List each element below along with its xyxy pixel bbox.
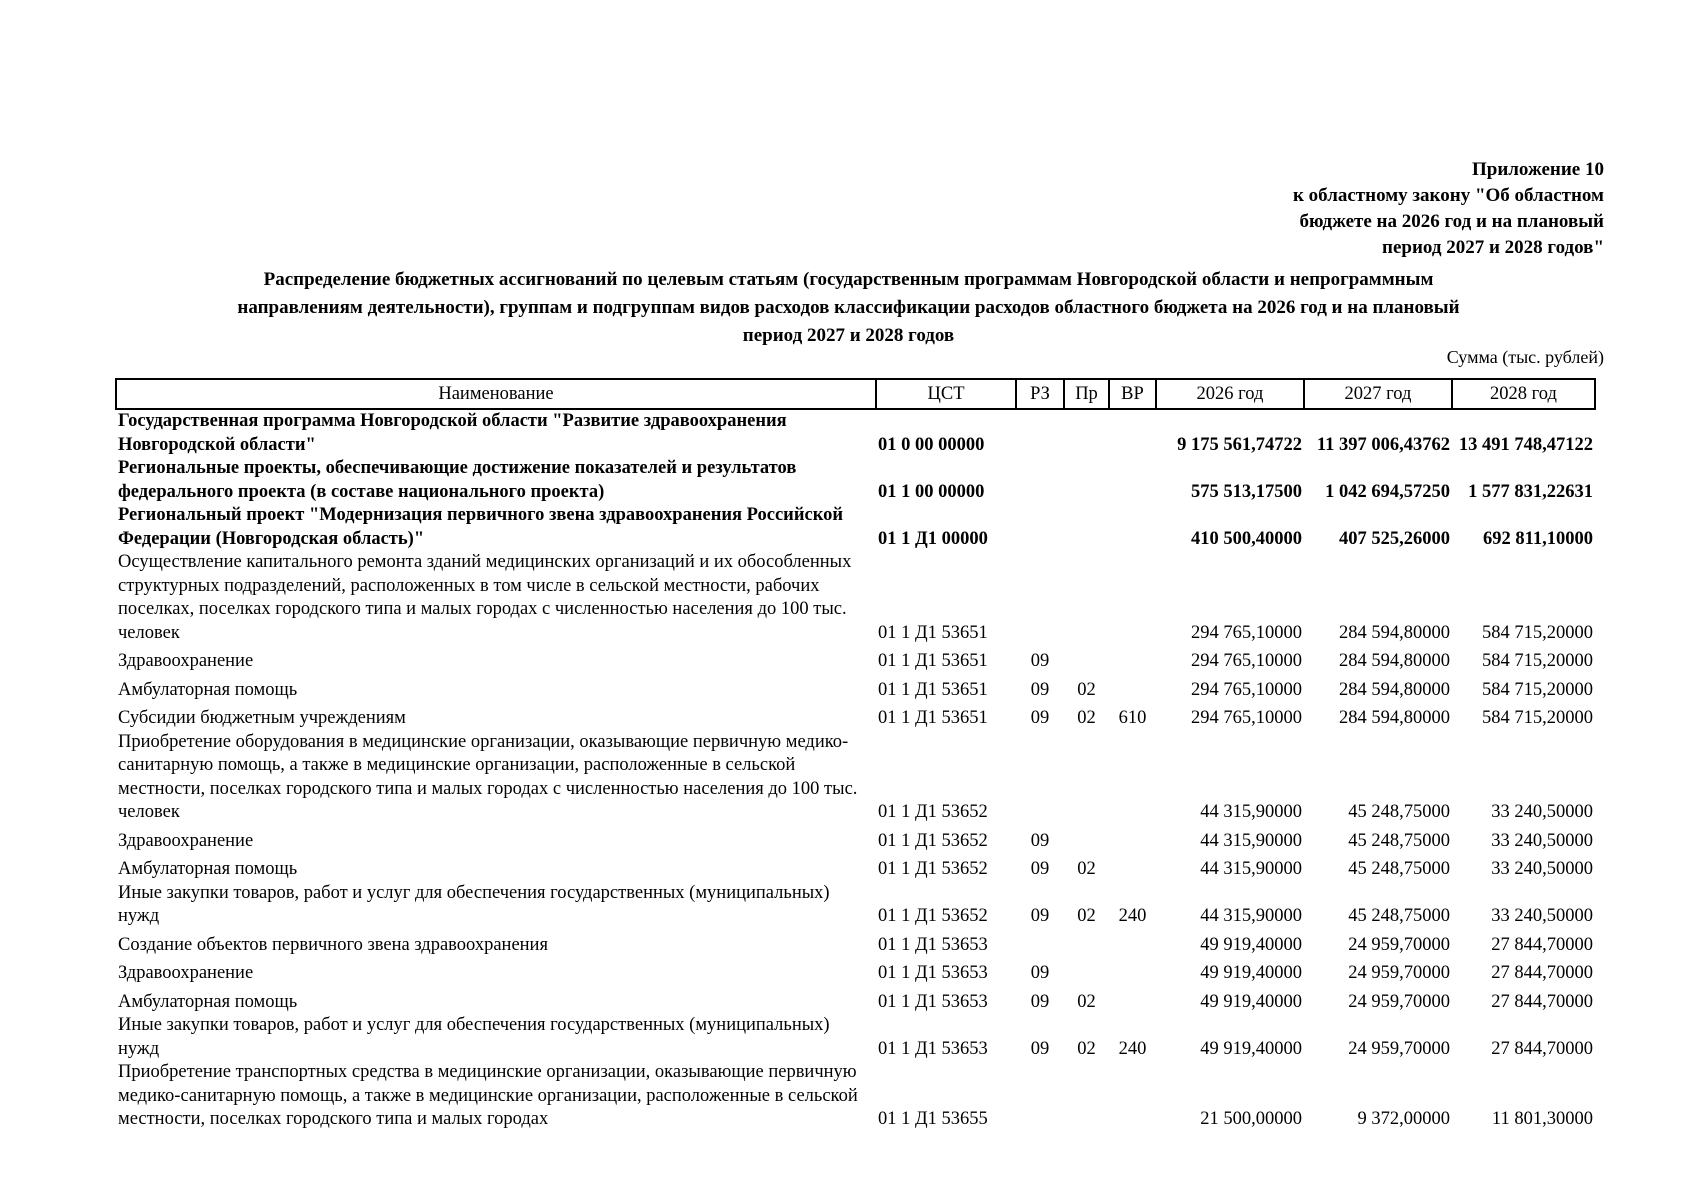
row-name: Региональный проект "Модернизация первичного звена здравоохранения Российской Федерации (Новгородская область)" <box>118 505 844 549</box>
row-pr <box>1064 929 1109 958</box>
row-rz <box>1016 1061 1064 1132</box>
row-name: Осуществление капитального ремонта зданий медицинских организаций и их обособленных структурных подразделений, расположенных в том числе в сельской местности, рабочих поселках, поселках городского типа и малых городах с численностью населения до 100 тыс. человек <box>118 552 852 643</box>
row-cst: 01 1 Д1 53653 <box>878 991 988 1012</box>
row-pr: 02 <box>1077 1038 1096 1059</box>
row-vr <box>1109 674 1156 703</box>
row-vr: 610 <box>1118 708 1147 728</box>
title-line-3: период 2027 и 2028 годов <box>742 325 955 346</box>
row-pr: 02 <box>1077 859 1096 879</box>
row-name: Здравоохранение <box>118 963 254 983</box>
row-rz: 09 <box>1030 906 1050 926</box>
appendix-header <box>1204 157 1604 261</box>
row-cst: 01 1 Д1 53651 <box>878 679 988 700</box>
row-2026: 294 765,10000 <box>1191 622 1302 643</box>
budget-table <box>115 378 1596 1132</box>
row-cst: 01 1 Д1 00000 <box>878 528 988 549</box>
appendix-law-line: к областному закону "Об областном <box>1292 185 1604 206</box>
row-2026: 21 500,00000 <box>1200 1109 1302 1129</box>
row-name: Субсидии бюджетным учреждениям <box>118 708 406 728</box>
row-vr <box>1109 957 1156 986</box>
row-pr: 02 <box>1077 991 1096 1012</box>
table-row <box>116 929 1595 958</box>
row-2028: 27 844,70000 <box>1491 963 1593 983</box>
row-2027: 284 594,80000 <box>1339 679 1450 700</box>
row-rz: 09 <box>1030 708 1050 728</box>
row-cst: 01 1 Д1 53652 <box>878 906 988 926</box>
row-rz: 09 <box>1030 991 1050 1012</box>
row-name: Здравоохранение <box>118 830 254 851</box>
appendix-number: Приложение 10 <box>1471 159 1604 180</box>
row-name: Иные закупки товаров, работ и услуг для обеспечения государственных (муниципальных) нужд <box>118 1015 830 1059</box>
row-pr: 02 <box>1077 679 1096 700</box>
row-vr <box>1109 731 1156 825</box>
row-vr <box>1109 504 1156 551</box>
header-rz: РЗ <box>1016 379 1064 409</box>
row-vr <box>1109 457 1156 504</box>
row-2027: 407 525,26000 <box>1339 528 1450 549</box>
row-name: Амбулаторная помощь <box>118 679 298 700</box>
row-2026: 294 765,10000 <box>1191 651 1302 671</box>
row-2027: 24 959,70000 <box>1348 963 1450 983</box>
row-2026: 410 500,40000 <box>1191 528 1302 549</box>
row-2028: 27 844,70000 <box>1491 1038 1593 1059</box>
row-2028: 33 240,50000 <box>1491 906 1593 926</box>
row-rz <box>1016 731 1064 825</box>
table-row <box>116 1061 1595 1132</box>
row-2027: 45 248,75000 <box>1348 802 1450 822</box>
row-name: Государственная программа Новгородской области "Развитие здравоохранения Новгородской области" <box>118 411 787 455</box>
table-row <box>116 853 1595 882</box>
table-row <box>116 645 1595 674</box>
row-cst: 01 1 Д1 53652 <box>878 830 988 851</box>
header-2028: 2028 год <box>1452 379 1595 409</box>
row-2026: 44 315,90000 <box>1200 906 1302 926</box>
row-vr: 240 <box>1118 906 1147 926</box>
row-name: Амбулаторная помощь <box>118 991 298 1012</box>
row-2026: 44 315,90000 <box>1200 830 1302 851</box>
row-pr <box>1064 957 1109 986</box>
table-row <box>116 1014 1595 1061</box>
row-rz: 09 <box>1030 963 1050 983</box>
table-row <box>116 457 1595 504</box>
row-pr <box>1064 504 1109 551</box>
row-2027: 24 959,70000 <box>1348 991 1450 1012</box>
row-2028: 692 811,10000 <box>1483 528 1593 549</box>
header-vr: ВР <box>1109 379 1156 409</box>
table-row <box>116 882 1595 929</box>
row-2026: 49 919,40000 <box>1200 1038 1302 1059</box>
table-row <box>116 674 1595 703</box>
row-2027: 24 959,70000 <box>1348 934 1450 955</box>
row-2026: 294 765,10000 <box>1191 708 1302 728</box>
row-cst: 01 1 Д1 53651 <box>878 622 988 643</box>
row-pr: 02 <box>1077 708 1096 728</box>
row-2027: 45 248,75000 <box>1348 859 1450 879</box>
row-2027: 284 594,80000 <box>1339 622 1450 643</box>
row-cst: 01 1 Д1 53652 <box>878 859 988 879</box>
row-cst: 01 1 Д1 53651 <box>878 651 988 671</box>
header-cst: ЦСТ <box>876 379 1016 409</box>
row-cst: 01 1 00 00000 <box>878 481 985 502</box>
row-2027: 9 372,00000 <box>1357 1109 1450 1129</box>
row-2028: 13 491 748,47122 <box>1458 434 1593 455</box>
row-2028: 27 844,70000 <box>1491 934 1593 955</box>
row-rz <box>1016 929 1064 958</box>
row-vr <box>1109 853 1156 882</box>
row-2026: 49 919,40000 <box>1200 991 1302 1012</box>
row-cst: 01 1 Д1 53652 <box>878 802 988 822</box>
row-pr <box>1064 551 1109 645</box>
row-2027: 45 248,75000 <box>1348 906 1450 926</box>
row-pr <box>1064 825 1109 854</box>
row-2027: 45 248,75000 <box>1348 830 1450 851</box>
row-2028: 27 844,70000 <box>1491 991 1593 1012</box>
title-line-1: Распределение бюджетных ассигнований по целевым статьям (государственным программам Новгородской области и непрограммным <box>263 269 1434 290</box>
row-vr <box>1109 551 1156 645</box>
row-vr: 240 <box>1118 1038 1147 1059</box>
row-vr <box>1109 825 1156 854</box>
row-2026: 44 315,90000 <box>1200 802 1302 822</box>
row-2027: 11 397 006,43762 <box>1316 434 1450 455</box>
table-row <box>116 702 1595 731</box>
row-rz: 09 <box>1030 830 1050 851</box>
row-cst: 01 1 Д1 53653 <box>878 1038 988 1059</box>
row-name: Региональные проекты, обеспечивающие достижение показателей и результатов федерального проекта (в составе национального проекта) <box>118 458 797 502</box>
row-pr: 02 <box>1077 906 1096 926</box>
header-name: Наименование <box>116 379 876 409</box>
row-rz <box>1016 409 1064 457</box>
row-name: Амбулаторная помощь <box>118 859 298 879</box>
table-row <box>116 825 1595 854</box>
row-rz: 09 <box>1030 859 1050 879</box>
appendix-period-line: период 2027 и 2028 годов" <box>1382 237 1604 258</box>
row-2028: 33 240,50000 <box>1491 802 1593 822</box>
header-pr: Пр <box>1064 379 1109 409</box>
row-rz <box>1016 504 1064 551</box>
row-rz: 09 <box>1030 679 1050 700</box>
header-2027: 2027 год <box>1304 379 1452 409</box>
row-vr <box>1109 986 1156 1015</box>
row-name: Иные закупки товаров, работ и услуг для обеспечения государственных (муниципальных) нужд <box>118 882 830 926</box>
row-2028: 33 240,50000 <box>1491 859 1593 879</box>
row-pr <box>1064 645 1109 674</box>
table-row <box>116 986 1595 1015</box>
title-line-2: направлениям деятельности), группам и подгруппам видов расходов классификации расходов областного бюджета на 2026 год и на плановый <box>237 297 1460 318</box>
appendix-budget-line: бюджете на 2026 год и на плановый <box>1299 211 1604 232</box>
row-2026: 575 513,17500 <box>1191 481 1302 502</box>
row-name: Создание объектов первичного звена здравоохранения <box>118 934 548 955</box>
table-row <box>116 731 1595 825</box>
row-vr <box>1109 409 1156 457</box>
row-2028: 584 715,20000 <box>1482 708 1593 728</box>
row-pr <box>1064 1061 1109 1132</box>
row-2028: 1 577 831,22631 <box>1468 481 1593 502</box>
row-2026: 49 919,40000 <box>1200 934 1302 955</box>
row-2026: 49 919,40000 <box>1200 963 1302 983</box>
row-2026: 294 765,10000 <box>1191 679 1302 700</box>
row-2028: 11 801,30000 <box>1491 1109 1593 1129</box>
row-vr <box>1109 645 1156 674</box>
table-header-row <box>116 379 1595 409</box>
row-name: Здравоохранение <box>118 651 254 671</box>
row-cst: 01 1 Д1 53653 <box>878 963 988 983</box>
row-2028: 584 715,20000 <box>1482 651 1593 671</box>
row-2028: 33 240,50000 <box>1491 830 1593 851</box>
row-rz <box>1016 457 1064 504</box>
table-row <box>116 957 1595 986</box>
row-cst: 01 1 Д1 53651 <box>878 708 988 728</box>
row-pr <box>1064 457 1109 504</box>
row-2027: 284 594,80000 <box>1339 708 1450 728</box>
row-rz <box>1016 551 1064 645</box>
row-2026: 44 315,90000 <box>1200 859 1302 879</box>
row-rz: 09 <box>1030 651 1050 671</box>
row-cst: 01 1 Д1 53653 <box>878 934 988 955</box>
row-2026: 9 175 561,74722 <box>1177 434 1302 455</box>
row-vr <box>1109 1061 1156 1132</box>
table-row <box>116 551 1595 645</box>
table-row <box>116 409 1595 457</box>
row-2027: 24 959,70000 <box>1348 1038 1450 1059</box>
row-name: Приобретение оборудования в медицинские организации, оказывающие первичную медико-санитарную помощь, а также в медицинские организации, расположенные в сельской местности, поселках городского типа и малых городах с численностью населения до 100 тыс. человек <box>118 731 858 822</box>
row-rz: 09 <box>1030 1038 1050 1059</box>
row-pr <box>1064 731 1109 825</box>
document-title <box>110 266 1587 350</box>
row-cst: 01 0 00 00000 <box>878 434 985 455</box>
row-cst: 01 1 Д1 53655 <box>878 1109 988 1129</box>
table-row <box>116 504 1595 551</box>
units-label: Сумма (тыс. рублей) <box>1446 347 1604 367</box>
row-pr <box>1064 409 1109 457</box>
row-name: Приобретение транспортных средства в медицинские организации, оказывающие первичную медико-санитарную помощь, а также в медицинские организации, расположенные в сельской местности, поселках городского типа и малых городах <box>118 1062 858 1129</box>
header-2026: 2026 год <box>1156 379 1304 409</box>
row-2027: 284 594,80000 <box>1339 651 1450 671</box>
row-2027: 1 042 694,57250 <box>1325 481 1450 502</box>
row-vr <box>1109 929 1156 958</box>
row-2028: 584 715,20000 <box>1482 679 1593 700</box>
row-2028: 584 715,20000 <box>1482 622 1593 643</box>
